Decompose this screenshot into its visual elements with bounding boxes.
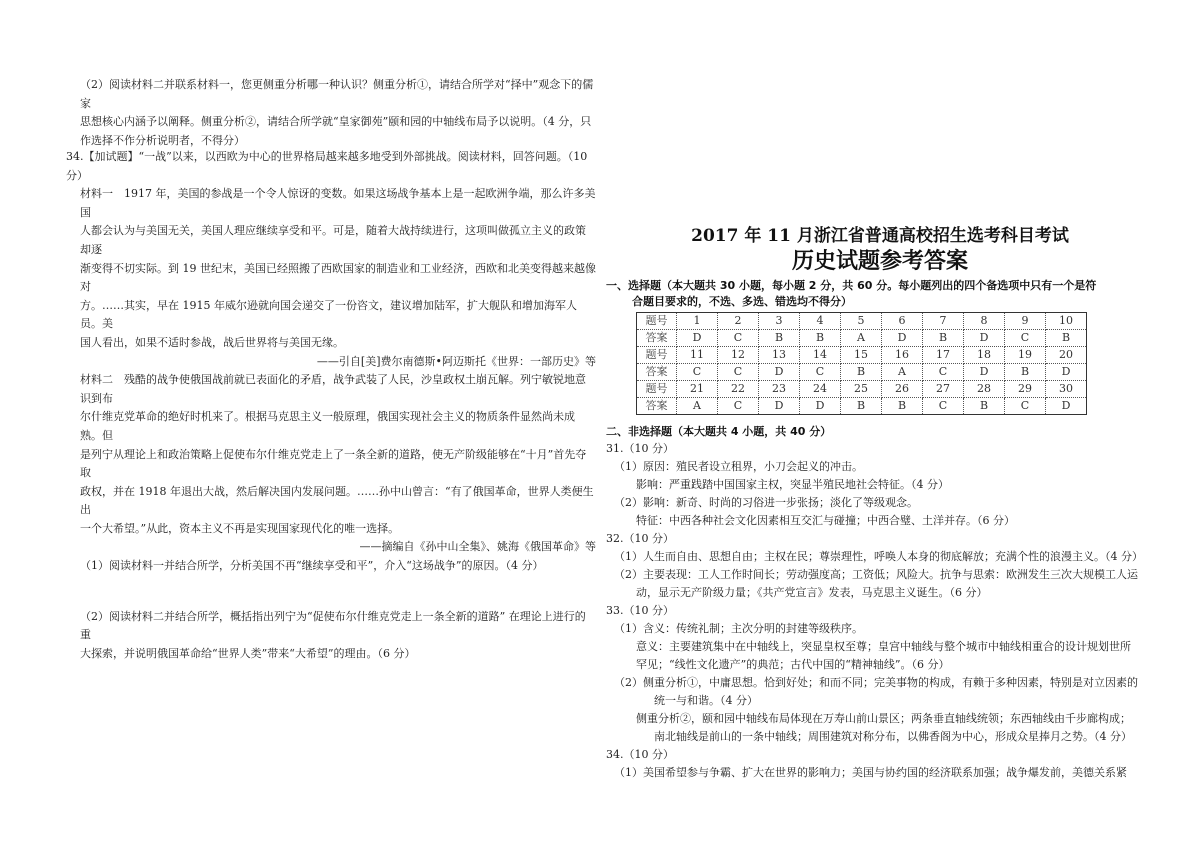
text-line: 一个大希望。”从此，资本主义不再是实现国家现代化的唯一选择。	[80, 521, 400, 535]
answer-cell: D	[800, 398, 841, 415]
answer-row	[637, 364, 1087, 381]
text-line: 一、选择题（本大题共 30 小题，每小题 2 分，共 60 分。每小题列出的四个备选项中只有一个是符	[606, 279, 1097, 292]
answer-cell: C	[677, 364, 718, 381]
answer-cell: D	[759, 398, 800, 415]
question-number-cell: 8	[964, 313, 1005, 330]
answer-cell: C	[800, 364, 841, 381]
question-number-cell: 7	[923, 313, 964, 330]
document-subtitle: 历史试题参考答案	[791, 249, 968, 274]
question-number-cell: 2	[718, 313, 759, 330]
answer-cell: C	[718, 398, 759, 415]
question-number-cell: 6	[882, 313, 923, 330]
text-line: 合题目要求的，不选、多选、错选均不得分）	[632, 295, 852, 308]
answer-cell: D	[1046, 398, 1087, 415]
answer-line: （2）侧重分析①，中庸思想。恰到好处；和而不同；完美事物的构成，有赖于多种因素，特别是对立因素的	[614, 676, 1138, 689]
question-number-cell: 24	[800, 381, 841, 398]
question-number-cell: 13	[759, 347, 800, 364]
answer-cell: C	[1005, 330, 1046, 347]
answer-line: 动，显示无产阶级力量；《共产党宣言》发表，马克思主义诞生。（6 分）	[636, 586, 988, 599]
answer-cell: D	[677, 330, 718, 347]
question-number-row	[637, 347, 1087, 364]
material-2-source: ——摘编自《孙中山全集》、姚海《俄国革命》等	[359, 540, 596, 554]
answer-33-header: 33.（10 分）	[606, 604, 674, 617]
row-label: 题号	[637, 313, 677, 330]
question-number-row	[637, 313, 1087, 330]
answer-cell: B	[964, 398, 1005, 415]
question-number-cell: 27	[923, 381, 964, 398]
answer-31-header: 31.（10 分）	[606, 442, 674, 455]
answer-line: （1）人生而自由、思想自由；主权在民；尊崇理性，呼唤人本身的彻底解放；充满个性的浪漫主义。（4 分）	[614, 550, 1143, 563]
answer-cell: B	[882, 398, 923, 415]
answer-row	[637, 330, 1087, 347]
answer-cell: B	[1005, 364, 1046, 381]
question-34-part2-line: （2）阅读材料二并结合所学，概括指出列宁为“促使布尔什维克党走上一条全新的道路” 在理论上进行的重	[80, 609, 586, 642]
question-number-cell: 29	[1005, 381, 1046, 398]
answer-line: （2）影响：新奇、时尚的习俗进一步张扬；淡化了等级观念。	[614, 496, 918, 509]
question-number-cell: 12	[718, 347, 759, 364]
question-number-cell: 1	[677, 313, 718, 330]
question-number-cell: 25	[841, 381, 882, 398]
text-line: 思想核心内涵予以阐释。侧重分析②，请结合所学就“皇家御苑”颐和园的中轴线布局予以说明。（4 分，只	[80, 115, 592, 129]
answer-cell: A	[677, 398, 718, 415]
answer-line: 南北轴线是前山的一条中轴线；周围建筑对称分布，以佛香阁为中心，形成众星捧月之势。（4 分）	[654, 730, 1132, 743]
question-number-row	[637, 381, 1087, 398]
text-line: 作选择不作分析说明者，不得分）	[80, 133, 245, 147]
question-number-cell: 22	[718, 381, 759, 398]
answer-cell: B	[759, 330, 800, 347]
section-2-heading: 二、非选择题（本大题共 4 小题，共 40 分）	[606, 425, 832, 438]
text-line: 政权，并在 1918 年退出大战，然后解决国内发展问题。……孙中山曾言：“有了俄国革命，世界人类便生出	[80, 484, 594, 517]
row-label: 答案	[637, 330, 677, 347]
answer-line: （1）美国希望参与争霸、扩大在世界的影响力；美国与协约国的经济联系加强；战争爆发前，美德关系紧	[614, 766, 1127, 779]
question-34-part2-line: 大探索，并说明俄国革命给“世界人类”带来“大希望”的理由。（6 分）	[80, 646, 416, 660]
answer-cell: D	[882, 330, 923, 347]
answer-line: （2）主要表现：工人工作时间长；劳动强度高；工资低；风险大。抗争与思索：欧洲发生三次大规模工人运	[614, 568, 1138, 581]
answer-cell: C	[923, 364, 964, 381]
question-number-cell: 26	[882, 381, 923, 398]
question-number-cell: 11	[677, 347, 718, 364]
question-number-cell: 9	[1005, 313, 1046, 330]
question-number-cell: 28	[964, 381, 1005, 398]
answer-line: 统一与和谐。（4 分）	[654, 694, 758, 707]
question-number-cell: 15	[841, 347, 882, 364]
answer-line: （1）含义：传统礼制；主次分明的封建等级秩序。	[614, 622, 863, 635]
question-33-part2	[80, 76, 595, 150]
material-1-source: ——引自[美]费尔南德斯•阿迈斯托《世界：一部历史》等	[316, 354, 596, 368]
text-line: 材料二 残酷的战争使俄国战前就已表面化的矛盾，战争武装了人民，沙皇政权土崩瓦解。列宁敏锐地意识到布	[80, 373, 586, 405]
question-number-cell: 17	[923, 347, 964, 364]
question-number-cell: 21	[677, 381, 718, 398]
answer-cell: C	[923, 398, 964, 415]
text-line: 国人看出，如果不适时参战，战后世界将与美国无缘。	[80, 335, 344, 349]
text-line: 渐变得不切实际。到 19 世纪末，美国已经照搬了西欧国家的制造业和工业经济，西欧和北美变得越来越像对	[80, 261, 596, 294]
material-1	[66, 185, 596, 371]
answer-32-header: 32.（10 分）	[606, 532, 674, 545]
answer-cell: C	[718, 330, 759, 347]
answer-line: 影响：严重践踏中国国家主权，突显半殖民地社会特征。（4 分）	[636, 478, 949, 491]
question-34-header: 34.【加试题】“一战”以来，以西欧为中心的世界格局越来越多地受到外部挑战。阅读材料，回答问题。（10 分）	[66, 150, 588, 182]
question-number-cell: 10	[1046, 313, 1087, 330]
answer-cell: B	[923, 330, 964, 347]
answer-line: 特征：中西各种社会文化因素相互交汇与碰撞；中西合璧、土洋并存。（6 分）	[636, 514, 1015, 527]
row-label: 题号	[637, 347, 677, 364]
question-34	[66, 148, 596, 663]
answer-cell: A	[841, 330, 882, 347]
answer-line: 意义：主要建筑集中在中轴线上，突显皇权至尊；皇宫中轴线与整个城市中轴线相重合的设计规划世所	[636, 640, 1131, 653]
answer-cell: B	[841, 398, 882, 415]
question-number-cell: 14	[800, 347, 841, 364]
material-2	[66, 371, 596, 557]
answer-cell: D	[759, 364, 800, 381]
question-number-cell: 5	[841, 313, 882, 330]
answer-cell: D	[1046, 364, 1087, 381]
section-2	[606, 424, 1176, 782]
answer-table	[636, 312, 1087, 415]
answer-cell: D	[964, 330, 1005, 347]
answer-cell: B	[841, 364, 882, 381]
row-label: 题号	[637, 381, 677, 398]
section-1-heading	[606, 278, 1166, 310]
answer-cell: B	[800, 330, 841, 347]
question-number-cell: 19	[1005, 347, 1046, 364]
answer-line: 罕见；“线性文化遗产”的典范；古代中国的“精神轴线”。（6 分）	[636, 658, 950, 671]
answer-line: （1）原因：殖民者设立租界，小刀会起义的冲击。	[614, 460, 863, 473]
text-line: 材料一 1917 年，美国的参战是一个令人惊讶的变数。如果这场战争基本上是一起欧洲争端，那么许多美国	[80, 187, 596, 219]
question-number-cell: 18	[964, 347, 1005, 364]
answer-cell: D	[964, 364, 1005, 381]
text-line: 是列宁从理论上和政治策略上促使布尔什维克党走上了一条全新的道路，使无产阶级能够在“十月”首先夺取	[80, 447, 587, 480]
answer-cell: B	[1046, 330, 1087, 347]
question-number-cell: 30	[1046, 381, 1087, 398]
text-line: 人都会认为与美国无关，美国人理应继续享受和平。可是，随着大战持续进行，这项叫做孤立主义的政策却逐	[80, 224, 586, 256]
row-label: 答案	[637, 398, 677, 415]
question-number-cell: 20	[1046, 347, 1087, 364]
answer-cell: C	[718, 364, 759, 381]
text-line: 方。……其实，早在 1915 年威尔逊就向国会递交了一份咨文，建议增加陆军，扩大舰队和增加海军人员。美	[80, 298, 577, 331]
question-34-part1: （1）阅读材料一并结合所学，分析美国不再“继续享受和平”，介入“这场战争”的原因。（4 分）	[80, 559, 544, 573]
question-number-cell: 16	[882, 347, 923, 364]
question-number-cell: 4	[800, 313, 841, 330]
document-title: 2017 年 11 月浙江省普通高校招生选考科目考试	[691, 226, 1069, 246]
answer-line: 侧重分析②，颐和园中轴线布局体现在万寿山前山景区；两条垂直轴线统领；东西轴线由千步廊构成；	[636, 712, 1131, 725]
text-line: （2）阅读材料二并联系材料一，您更侧重分析哪一种认识？侧重分析①，请结合所学对“择中”观念下的儒家	[80, 78, 594, 110]
question-number-cell: 3	[759, 313, 800, 330]
answer-row	[637, 398, 1087, 415]
answer-34-header: 34.（10 分）	[606, 748, 674, 761]
text-line: 尔什维克党革命的绝好时机来了。根据马克思主义一般原理，俄国实现社会主义的物质条件显然尚未成熟。但	[80, 410, 575, 442]
row-label: 答案	[637, 364, 677, 381]
question-number-cell: 23	[759, 381, 800, 398]
answer-cell: C	[1005, 398, 1046, 415]
answer-cell: A	[882, 364, 923, 381]
